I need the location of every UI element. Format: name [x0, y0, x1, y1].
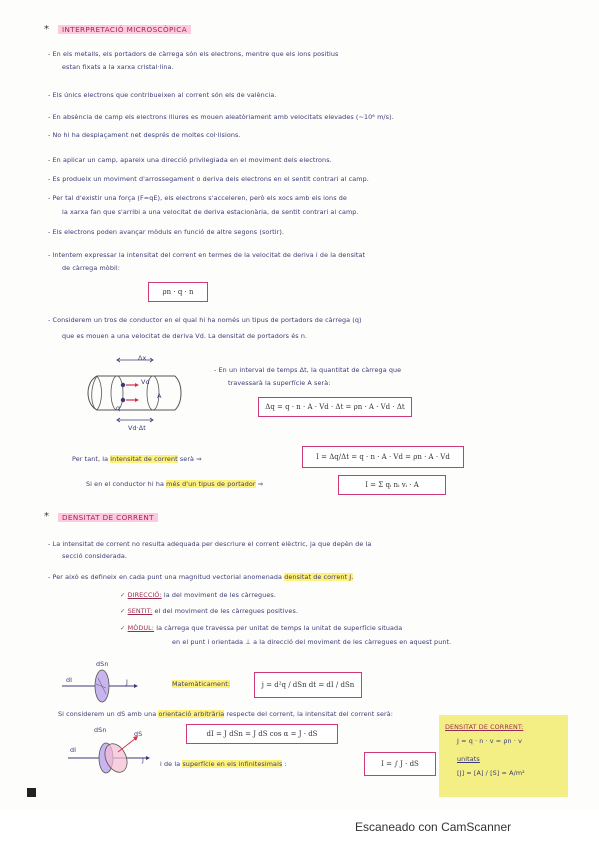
formula-box-dq: Δq = q · n · A · Vd · Δt = ρn · A · Vd · Δt — [258, 397, 412, 417]
fig3-dsn-label: dSn — [94, 726, 107, 734]
text-span: : — [284, 760, 287, 768]
sticky-units-label: unitats — [457, 755, 480, 763]
scan-corner-mark — [27, 788, 36, 797]
text-span: ⇒ — [257, 480, 264, 488]
paragraph: - Intentem expressar la intensitat del corrent en termes de la velocitat de deriva i de la densitat — [48, 251, 366, 259]
section-title-densitat: DENSITAT DE CORRENT — [58, 513, 158, 522]
highlight-span: superfície en els infinitesimals — [182, 760, 283, 768]
highlight-span: orientació arbitrària — [158, 710, 225, 718]
fig2-dsn-label: dSn — [96, 660, 109, 668]
bullet-star: * — [44, 24, 49, 35]
paragraph — [172, 680, 230, 689]
fig3-j-label: J — [142, 756, 144, 764]
text-span: Si considerem un dS amb una — [58, 710, 157, 718]
text-span: respecte del corrent, la intensitat del corrent serà: — [226, 710, 393, 718]
item-text: el del moviment de les càrregues positives. — [154, 607, 299, 615]
paragraph: - En absència de camp els electrons lliures es mouen aleatòriament amb velocitats elevades (~10⁶ m/s). — [48, 113, 394, 121]
paragraph: travessarà la superfície A serà: — [228, 379, 331, 387]
sticky-note — [439, 715, 568, 797]
paragraph: que es mouen a una velocitat de deriva Vd. La densitat de portadors és n. — [62, 332, 308, 340]
paragraph: - Es produeix un moviment d'arrossegament o deriva dels electrons en el sentit contrari al camp. — [48, 175, 369, 183]
conductor-cylinder-diagram — [85, 352, 190, 432]
fig2-j-label: J — [126, 678, 128, 686]
paragraph: - En un interval de temps Δt, la quantitat de càrrega que — [214, 366, 402, 374]
paragraph: - Per tal d'existir una força (F=qE), els electrons s'acceleren, però els xocs amb els ions de — [48, 194, 347, 202]
text-span: serà ⇒ — [179, 455, 202, 463]
fig1-dx-label: Δx — [138, 354, 147, 362]
paragraph — [160, 760, 287, 769]
paragraph — [86, 480, 263, 489]
watermark-brand: CamScanner — [441, 820, 512, 834]
checkmark-icon: ✓ — [120, 607, 126, 615]
highlight-span: densitat de corrent J. — [284, 573, 354, 581]
checkmark-icon: ✓ — [120, 624, 126, 632]
charge-dot — [121, 398, 125, 402]
paragraph: la xarxa fan que s'arribi a una velocitat de deriva estacionària, de sentit contrari al camp. — [62, 208, 359, 216]
formula-box-dI: dI = J dSn = J dS cos α = J · dS — [186, 724, 338, 744]
checkmark-icon: ✓ — [120, 591, 126, 599]
item-label: SENTIT: — [127, 607, 153, 615]
fig1-q-label: q — [116, 404, 121, 412]
formula-box-Isum: I = Σ qᵢ nᵢ vᵢ · A — [338, 475, 446, 495]
paragraph: - Els únics electrons que contribueixen al corrent són els de valència. — [48, 91, 277, 99]
formula-box-Iint: I = ∫ J · dS — [364, 752, 436, 776]
paragraph: - Els electrons poden avançar mòduls en funció de altre segons (sortir). — [48, 228, 285, 236]
paragraph — [48, 573, 353, 582]
paragraph: secció considerada. — [62, 552, 128, 560]
camscanner-watermark — [355, 820, 511, 834]
fig3-ds-label: dS — [134, 730, 143, 738]
formula-box-j: j = d²q / dSn dt = dI / dSn — [254, 672, 362, 698]
highlight-span: Matemàticament: — [172, 680, 231, 688]
fig3-di-label: dI — [70, 746, 77, 754]
formula-box-rho: ρn · q · n — [148, 282, 208, 302]
bullet-star: * — [44, 511, 49, 522]
item-text: la del moviment de les càrregues. — [163, 591, 276, 599]
paragraph — [58, 710, 393, 719]
charge-dot — [121, 383, 125, 387]
current-density-diagram — [60, 664, 140, 708]
paragraph: - La intensitat de corrent no resulta adequada per descriure el corrent elèctric, ja que depèn de la — [48, 540, 372, 548]
paragraph: en el punt i orientada ⊥ a la direcció del moviment de les càrregues en aquest punt. — [172, 638, 452, 646]
text-span: Si en el conductor hi ha — [86, 480, 165, 488]
highlight-span: més d'un tipus de portador — [166, 480, 256, 488]
fig1-vd-label: Vd — [141, 378, 150, 386]
section-title-interpretacio: INTERPRETACIÓ MICROSCÒPICA — [58, 25, 191, 34]
paragraph: de càrrega mòbil: — [62, 264, 120, 272]
fig1-vddt-label: Vd·Δt — [128, 424, 146, 432]
check-item-direccio — [120, 591, 276, 600]
text-span: Per tant, la — [72, 455, 109, 463]
paragraph: - No hi ha desplaçament net després de moltes col·lisions. — [48, 131, 241, 139]
check-item-sentit — [120, 607, 298, 616]
text-span: i de la — [160, 760, 181, 768]
fig2-di-label: dI — [66, 676, 73, 684]
paragraph: - En aplicar un camp, apareix una direcció privilegiada en el moviment dels electrons. — [48, 156, 332, 164]
item-label: DIRECCIÓ: — [127, 591, 162, 599]
formula-box-I: I = Δq/Δt = q · n · A · Vd = ρn · A · Vd — [302, 446, 464, 468]
item-text: la càrrega que travessa per unitat de temps la unitat de superfície situada — [156, 624, 403, 632]
sticky-formula: J = q · n · v = ρn · v — [457, 737, 522, 745]
ds-normal-arrow — [118, 738, 136, 752]
cylinder-body — [97, 376, 175, 410]
sticky-units: [J] = [A] / [S] = A/m² — [457, 769, 525, 777]
check-item-modul — [120, 624, 402, 633]
watermark-prefix: Escaneado con — [355, 820, 438, 834]
sticky-title: DENSITAT DE CORRENT: — [445, 723, 524, 731]
paragraph — [72, 455, 202, 464]
paragraph: - En els metalls, els portadors de càrrega són els electrons, mentre que els ions positius — [48, 50, 339, 58]
text-span: - Per això es defineix en cada punt una magnitud vectorial anomenada — [48, 573, 283, 581]
highlight-span: intensitat de corrent — [110, 455, 178, 463]
item-label: MÒDUL: — [127, 624, 155, 632]
paragraph: - Considerem un tros de conductor en el qual hi ha només un tipus de portadors de càrrega (q) — [48, 316, 362, 324]
paragraph: estan fixats a la xarxa cristal·lina. — [62, 63, 174, 71]
fig1-A-label: A — [157, 392, 162, 400]
